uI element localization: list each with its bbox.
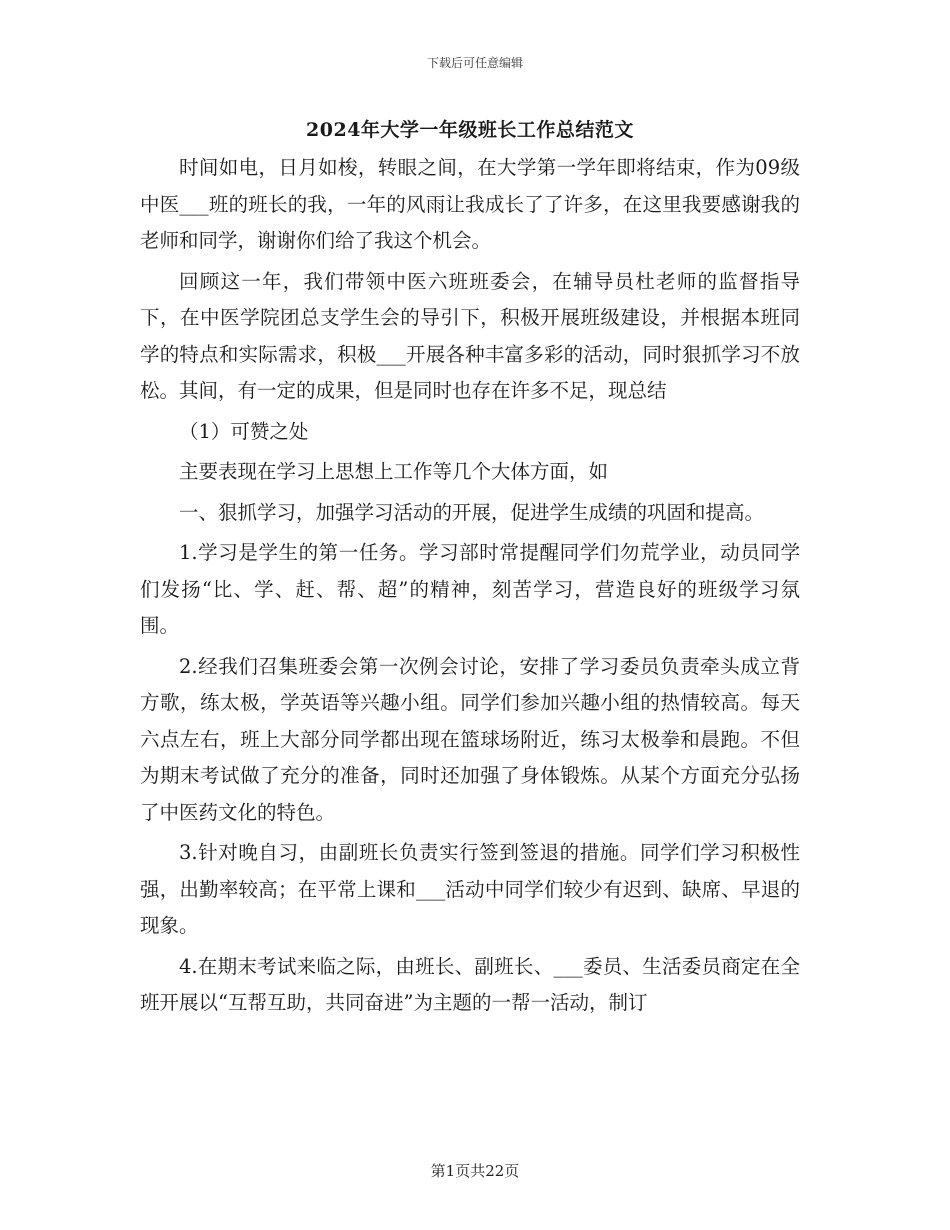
list-item-1: 1.学习是学生的第一任务。学习部时常提醒同学们勿荒学业，动员同学们发扬“比、学、赶、帮、超”的精神，刻苦学习，营造良好的班级学习氛围。 [140, 541, 800, 637]
list-item-2: 2.经我们召集班委会第一次例会讨论，安排了学习委员负责牵头成立背方歌，练太极，学英语等兴趣小组。同学们参加兴趣小组的热情较高。每天六点左右，班上大部分同学都出现在篮球场附近，练习太极拳和晨跑。不但为期末考试做了充分的准备，同时还加强了身体锻炼。从某个方面充分弘扬了中医药文化的特色。 [140, 654, 800, 824]
document-body [140, 150, 800, 1026]
section-heading-merits: （1）可赞之处 [179, 419, 309, 443]
paragraph-main-aspects: 主要表现在学习上思想上工作等几个大体方面，如 [179, 460, 609, 483]
list-item-4: 4.在期末考试来临之际，由班长、副班长、___委员、生活委员商定在全班开展以“互帮互助，共同奋进”为主题的一帮一活动，制订 [140, 954, 800, 1014]
document-title: 2024年大学一年级班长工作总结范文 [306, 119, 634, 141]
list-item-3: 3.针对晚自习，由副班长负责实行签到签退的措施。同学们学习积极性强，出勤率较高；在平常上课和___活动中同学们较少有迟到、缺席、早退的现象。 [140, 841, 800, 937]
page-number: 第1页共22页 [430, 1162, 520, 1180]
paragraph-intro: 时间如电，日月如梭，转眼之间，在大学第一学年即将结束，作为09级中医___班的班长的我，一年的风雨让我成长了了许多，在这里我要感谢我的老师和同学，谢谢你们给了我这个机会。 [140, 156, 800, 252]
paragraph-review: 回顾这一年，我们带领中医六班班委会，在辅导员杜老师的监督指导下，在中医学院团总支学生会的导引下，积极开展班级建设，并根据本班同学的特点和实际需求，积极___开展各种丰富多彩的活动，同时狠抓学习不放松。其间，有一定的成果，但是同时也存在许多不足，现总结 [140, 269, 800, 402]
subheading-study: 一、狠抓学习，加强学习活动的开展，促进学生成绩的巩固和提高。 [179, 500, 765, 524]
page-header-note: 下载后可任意编辑 [426, 56, 523, 70]
